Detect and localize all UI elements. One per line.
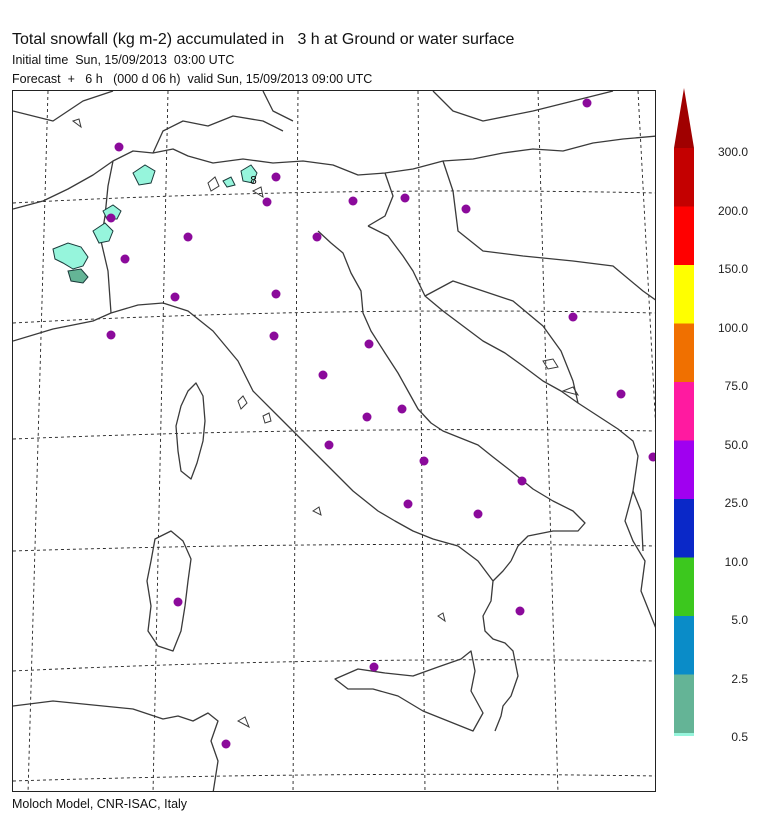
colorbar-swatch [674,382,694,441]
colorbar-label: 100.0 [717,320,748,335]
colorbar [674,88,694,736]
colorbar-label: 10.0 [724,554,748,569]
colorbar-swatch [674,265,694,324]
snowfall-map [12,90,656,792]
contour-label: 8 [250,174,257,187]
colorbar-swatch [674,148,694,207]
colorbar-label: 150.0 [717,262,748,276]
initial-time-label: Initial time Sun, 15/09/2013 03:00 UTC [12,53,235,67]
colorbar-swatch [674,733,694,736]
colorbar-label: 2.5 [731,671,748,686]
colorbar-swatch [674,616,694,675]
islands [73,119,578,727]
colorbar-swatch [674,324,694,383]
colorbar-swatch [674,558,694,617]
graticule [13,91,656,792]
colorbar-label: 25.0 [724,496,748,510]
colorbar-swatch [674,499,694,558]
colorbar-swatches [674,148,694,736]
colorbar-swatch [674,441,694,500]
colorbar-label: 200.0 [717,203,748,218]
colorbar-label: 5.0 [731,613,748,627]
colorbar-top-arrow [674,88,694,148]
forecast-valid-label: Forecast + 6 h (000 d 06 h) valid Sun, 15/09/2013 09:00 UTC [12,72,373,86]
colorbar-swatch [674,675,694,734]
map-title: Total snowfall (kg m-2) accumulated in 3 h at Ground or water surface [12,31,515,48]
stations [107,99,657,749]
footer-credit: Moloch Model, CNR-ISAC, Italy [12,797,188,811]
colorbar-label: 75.0 [724,379,748,393]
colorbar-label: 50.0 [724,437,748,452]
coastlines [13,91,656,792]
colorbar-label: 0.5 [731,730,748,744]
colorbar-swatch [674,207,694,266]
colorbar-label: 300.0 [717,145,748,159]
snowfall-areas [53,165,257,283]
